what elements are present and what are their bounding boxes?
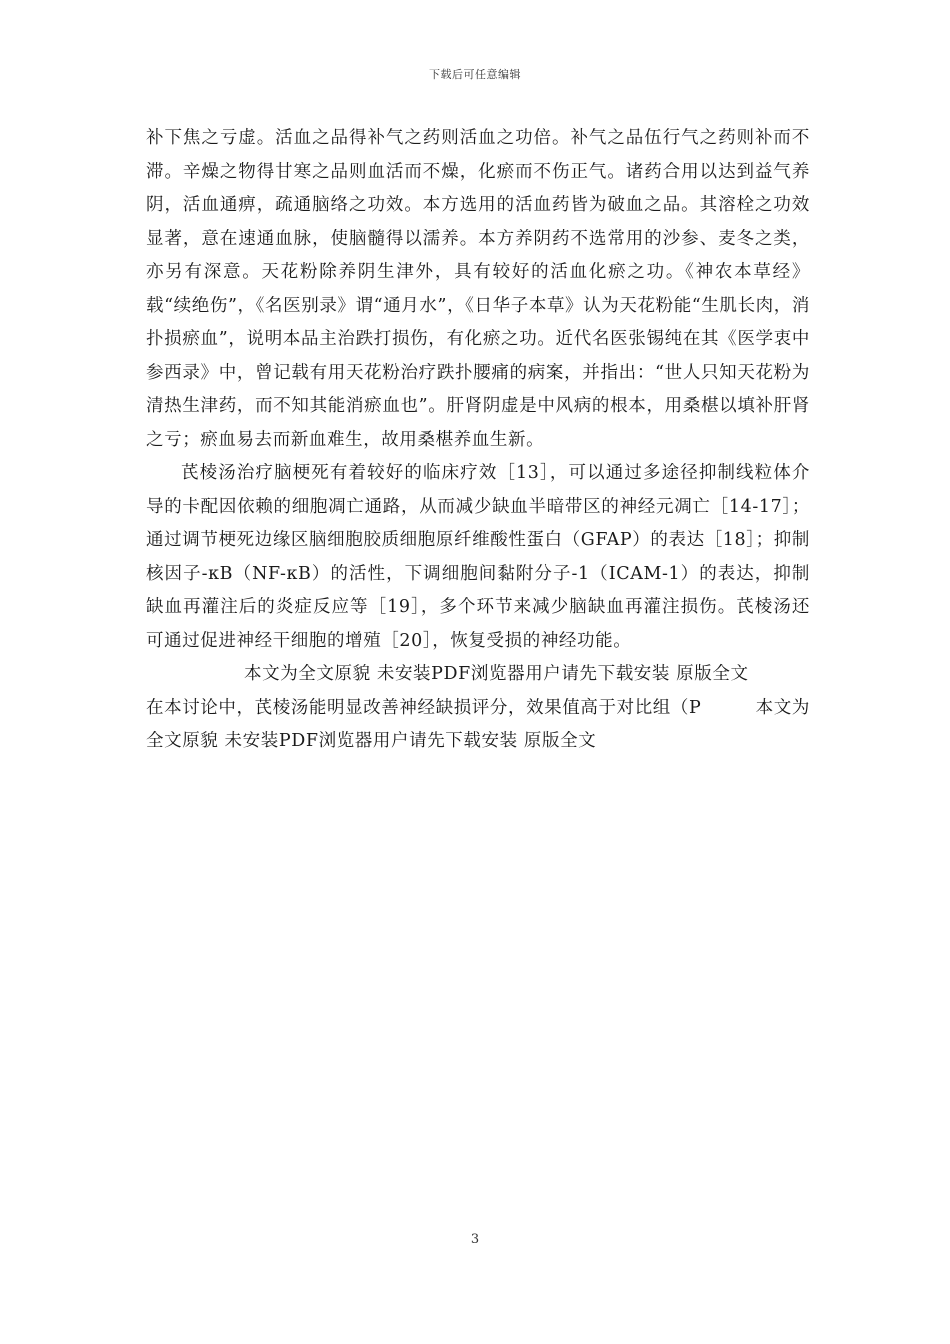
page-header: 下载后可任意编辑 [429,68,521,81]
paragraph-1: 补下焦之亏虚。活血之品得补气之药则活血之功倍。补气之品伍行气之药则补而不滞。辛燥之物得甘寒之品则血活而不燥，化瘀而不伤正气。诸药合用以达到益气养阴，活血通痹，疏通脑络之功效。本方选用的活血药皆为破血之品。其溶栓之功效显著，意在速通血脉，使脑髓得以濡养。本方养阴药不选常用的沙参、麦冬之类，亦另有深意。天花粉除养阴生津外，具有较好的活血化瘀之功。《神农本草经》载“续绝伤”，《名医别录》谓“通月水”，《日华子本草》认为天花粉能“生肌长肉，消扑损瘀血”，说明本品主治跌打损伤，有化瘀之功。近代名医张锡纯在其《医学衷中参西录》中，曾记载有用天花粉治疗跌扑腰痛的病案，并指出：“世人只知天花粉为清热生津药，而不知其能消瘀血也”。肝肾阴虚是中风病的根本，用桑椹以填补肝肾之亏；瘀血易去而新血难生，故用桑椹养血生新。 [146,128,810,450]
paragraph-3: 在本讨论中，芪棱汤能明显改善神经缺损评分，效果值高于对比组（P 本文为全文原貌 未安装PDF浏览器用户请先下载安装 原版全文 [146,697,810,751]
paragraph-2: 芪棱汤治疗脑梗死有着较好的临床疗效［13］，可以通过多途径抑制线粒体介导的卡配因依赖的细胞凋亡通路，从而减少缺血半暗带区的神经元凋亡［14-17］；通过调节梗死边缘区脑细胞胶质细胞原纤维酸性蛋白（GFAP）的表达［18］；抑制核因子-κB（NF-κB）的活性，下调细胞间黏附分子-1（ICAM-1）的表达，抑制缺血再灌注后的炎症反应等［19］，多个环节来减少脑缺血再灌注损伤。芪棱汤还可通过促进神经干细胞的增殖［20］，恢复受损的神经功能。 [146,463,810,651]
pdf-notice-line: 本文为全文原貌 未安装PDF浏览器用户请先下载安装 原版全文 [244,664,749,684]
page-number: 3 [470,1232,480,1247]
document-body [146,122,810,759]
